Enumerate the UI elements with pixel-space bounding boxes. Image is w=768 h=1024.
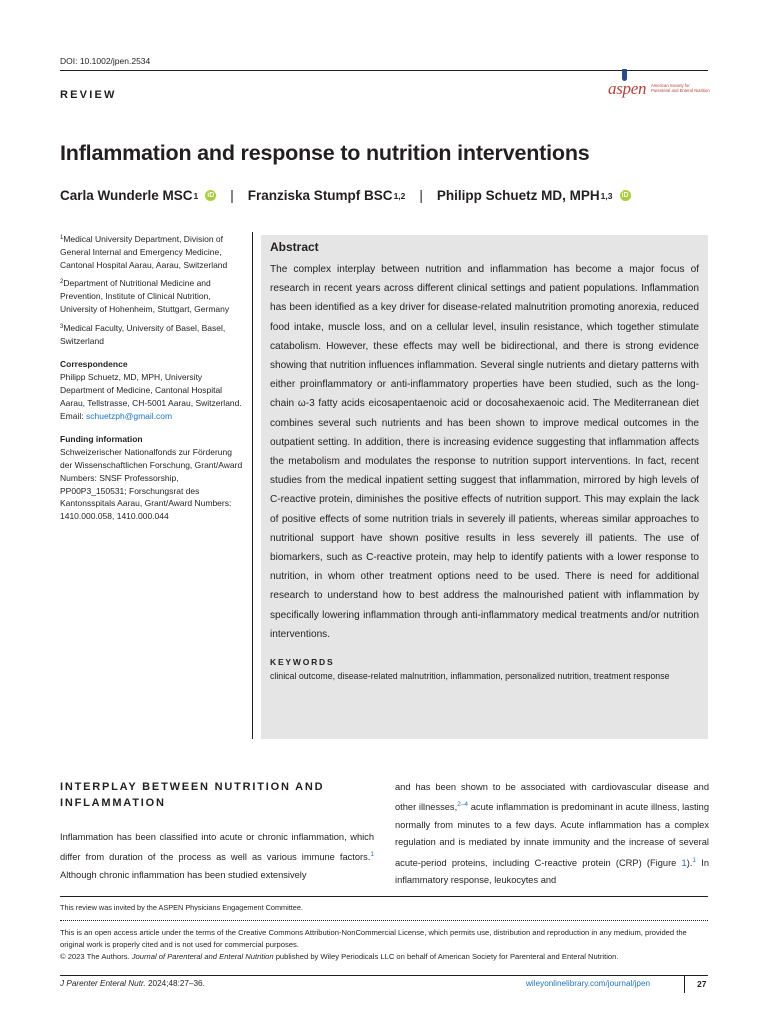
doi-line: DOI: 10.1002/jpen.2534 (60, 56, 151, 66)
author-name: Philipp Schuetz MD, MPH (436, 188, 600, 203)
email-link[interactable]: schuetzph@gmail.com (86, 410, 173, 421)
abstract-heading: Abstract (270, 240, 319, 254)
author-name: Carla Wunderle MSC (60, 188, 193, 203)
body-column-left: Inflammation has been classified into acute or chronic inflammation, which differ from duration of the process as well as various immune factors.$^1$ Although chronic inflammation has been studied extensively (60, 832, 374, 880)
aspen-logo (608, 69, 712, 101)
journal-website-link[interactable]: wileyonlinelibrary.com/journal/jpen (526, 979, 651, 988)
sidebar (60, 232, 246, 528)
footnote-rule (60, 896, 708, 897)
journal-citation: J Parenter Enteral Nutr. 2024;48:27–36. (60, 979, 205, 988)
funding-text: Schweizerischer Nationalfonds zur Förderung der Wissenschaftlichen Forschung, Grant/Award Numbers: SNSF Professorship, PP00P3_150531; Forschungsrat des Kantonsspitals Aarau, Grant/Award Numbers: 1410.000.058, 1410.000.044 (60, 447, 243, 522)
keywords-heading: KEYWORDS (270, 657, 335, 668)
article-type: REVIEW (60, 89, 117, 101)
author-name: Franziska Stumpf BSC (247, 188, 393, 203)
page-number: 27 (697, 979, 707, 989)
logo-tagline: American Society for Parenteral and Enteral Nutrition (651, 83, 710, 93)
author-separator: | (230, 188, 234, 203)
funding-heading: Funding information (60, 434, 143, 445)
copyright-line: © 2023 The Authors. Journal of Parenteral and Enteral Nutrition published by Wiley Periodicals LLC on behalf of American Society for Parenteral and Enteral Nutrition. (60, 952, 619, 962)
citation-link[interactable]: 1 (370, 851, 374, 859)
figure-link[interactable]: 1 (681, 857, 687, 868)
author-list (60, 188, 631, 203)
author-affil: 1,2 (393, 190, 406, 201)
logo-wordmark: aspen (608, 79, 647, 98)
affiliation: $^1$Medical University Department, Division of General Internal and Emergency Medicine, Cantonal Hospital Aarau, Aarau, Switzerland (60, 234, 228, 270)
sidebar-divider (252, 232, 253, 739)
article-title: Inflammation and response to nutrition interventions (60, 141, 590, 165)
keywords-text: clinical outcome, disease-related malnutrition, inflammation, personalized nutrition, treatment response (270, 671, 670, 682)
section-heading: INTERPLAY BETWEEN NUTRITION AND INFLAMMATION (60, 781, 325, 809)
orcid-icon[interactable]: iD (621, 192, 629, 199)
affiliation: $^3$Medical Faculty, University of Basel, Basel, Switzerland (60, 322, 226, 346)
abstract-text: The complex interplay between nutrition and inflammation has become a major focus of research in recent years across different clinical settings and patient populations. Inflammation has been identified as a key driver for disease-related malnutrition promoting anorexia, reduced food intake, muscle loss, and on a cellular level, insulin resistance, which together stimulate catabolism. However, these effects may well be bidirectional, and there is strong evidence showing that nutrition influences inflammation. Several single nutrients and dietary patterns with either proinflammatory or anti-inflammatory properties have been studied, such as the long-chain ω-3 fatty acids eicosapentaenoic acid or docosahexaenoic acid. The Mediterranean diet combines several such nutrients and has been shown to improve medical outcomes in the outpatient setting. In addition, there is increasing evidence suggesting that inflammation affects the metabolism and modulates the response to nutrition support interventions. In fact, recent studies from the medical inpatient setting suggest that inflammation, mirrored by high levels of C-reactive protein, diminishes the positive effects of nutrition support. This may explain the lack of positive effects of some nutrition trials in severely ill patients, whereas similar approaches to nutritional support have shown positive results in less severely ill patients. The use of biomarkers, such as C-reactive protein, may help to identify patients with a lower response to nutrition, in whom other treatment options need to be used. There is need for additional research to understand how to best address the malnourished patient with inflammation by specifically lowering inflammation through anti-inflammatory medical treatments and/or nutrition interventions. (270, 264, 699, 640)
citation-link[interactable]: 1 (692, 856, 697, 864)
affiliation: $^2$Department of Nutritional Medicine and Prevention, Institute of Clinical Nutrition, University of Hohenheim, Stuttgart, Germany (60, 278, 230, 314)
author-affil: 1,3 (600, 190, 613, 201)
correspondence-heading: Correspondence (60, 359, 128, 370)
footnote-divider (60, 920, 708, 921)
author-separator: | (419, 188, 423, 203)
citation-link[interactable]: 2–4 (457, 801, 469, 809)
orcid-icon[interactable]: iD (207, 192, 215, 199)
body-column-right: and has been shown to be associated with cardiovascular disease and other illnesses,$^{2-4}$ acute inflammation is predominant in acute illness, lasting normally from minutes to a few days. Acute inflammation has a complex regulation and is mediated by innate immunity and the increase of several acute-period proteins, including C-reactive protein (CRP) (Figure 1).$^1$ In inflammatory response, leukocytes and (395, 782, 710, 886)
abstract-box (261, 235, 708, 739)
footnote-invited: This review was invited by the ASPEN Physicians Engagement Committee. (60, 903, 303, 912)
correspondence-text: Philipp Schuetz, MD, MPH, University Department of Medicine, Cantonal Hospital Aarau, Tellstrasse, CH-5001 Aarau, Switzerland. Email: schuetzph@gmail.com (60, 372, 242, 421)
footer-rule (60, 975, 708, 976)
page-number-divider (684, 975, 685, 993)
author-affil: 1 (193, 190, 199, 201)
license-note: This is an open access article under the terms of the Creative Commons Attribution-NonCommercial License, which permits use, distribution and reproduction in any medium, provided the original work is properly cited and is not used for commercial purposes. © 2023 The Authors. Journal of Parenteral and Enteral Nutrition published by Wiley Periodicals LLC on behalf of American Society for Parenteral and Enteral Nutrition. (60, 927, 710, 964)
